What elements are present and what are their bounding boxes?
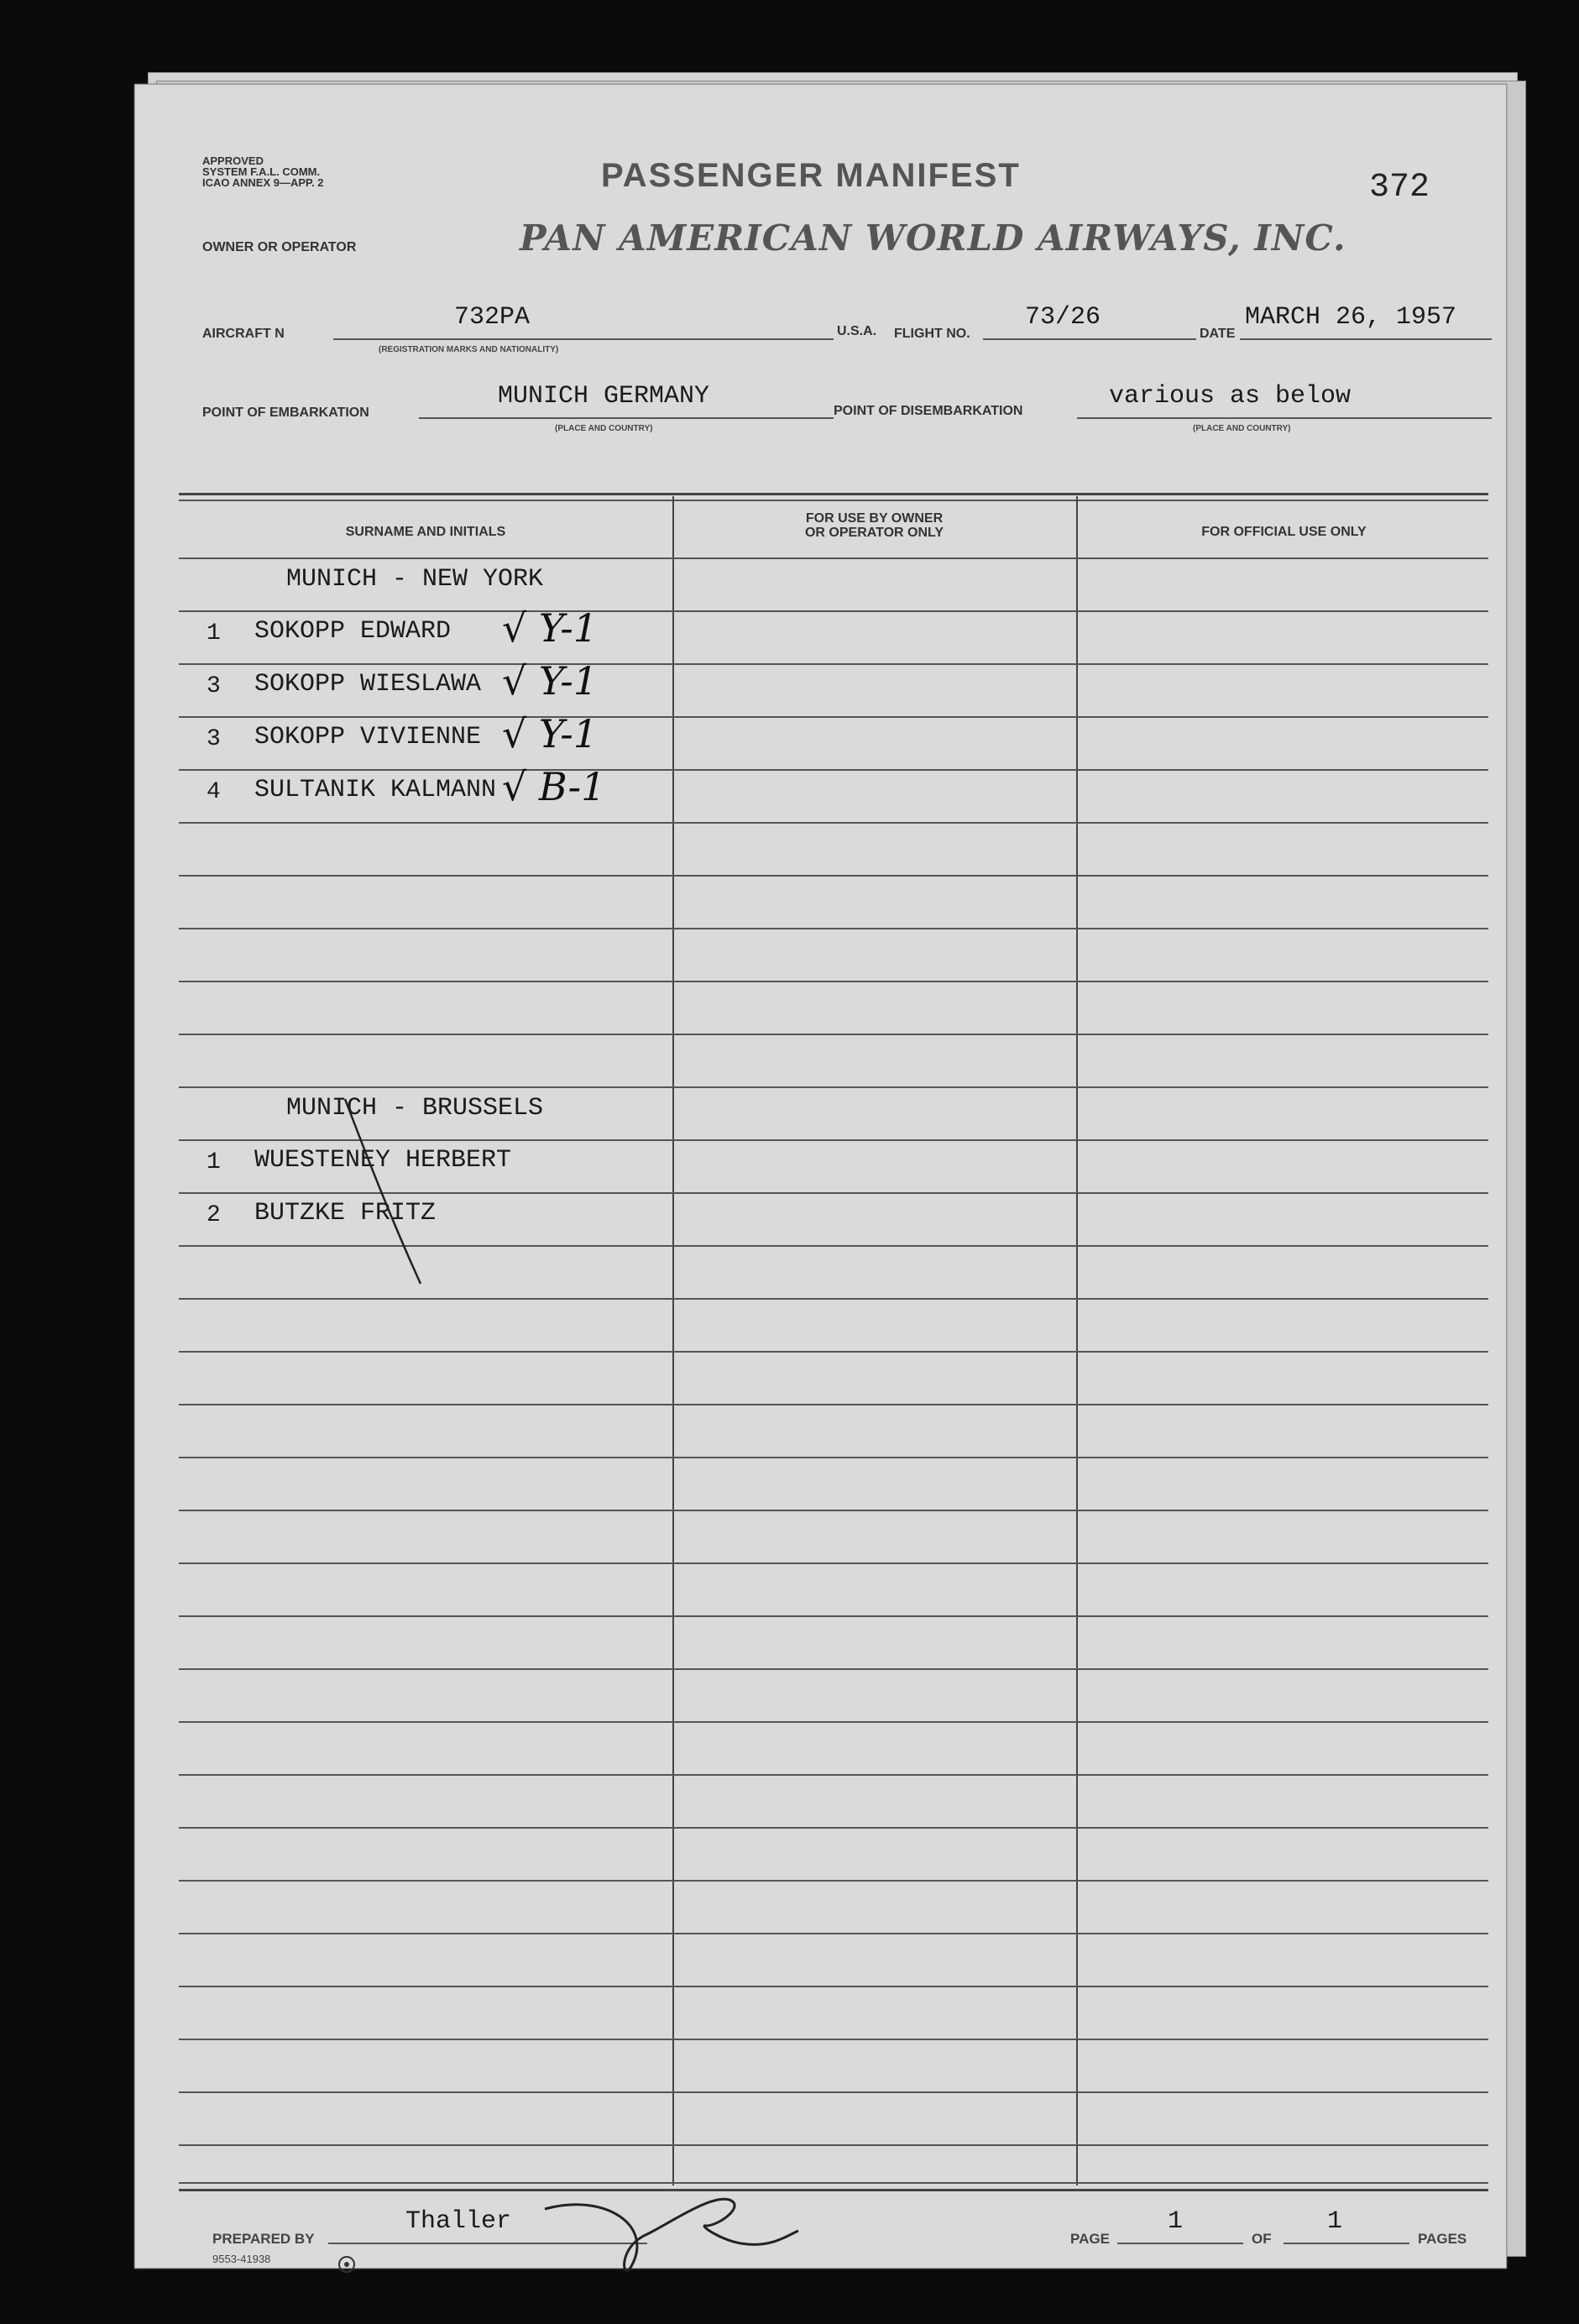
usa-label: U.S.A.	[837, 324, 877, 338]
row-rule	[179, 2144, 1488, 2146]
passenger-number: 3	[207, 726, 221, 752]
passenger-name: SOKOPP WIESLAWA	[254, 670, 482, 699]
disembarkation-value: various as below	[1109, 382, 1352, 411]
embarkation-caption: (PLACE AND COUNTRY)	[555, 424, 653, 433]
official-column-header: FOR OFFICIAL USE ONLY	[1201, 525, 1367, 539]
row-rule	[179, 875, 1488, 877]
pen-stroke-annotation	[337, 1092, 437, 1294]
operator-name: PAN AMERICAN WORLD AIRWAYS, INC.	[520, 217, 1346, 259]
signature-drawing	[530, 2167, 807, 2276]
row-rule	[179, 1404, 1488, 1405]
row-rule	[179, 1668, 1488, 1670]
disembarkation-label: POINT OF DISEMBARKATION	[834, 404, 1023, 418]
row-rule	[179, 1457, 1488, 1458]
row-rule	[179, 769, 1488, 771]
of-line	[1284, 2243, 1409, 2244]
page-label: PAGE	[1070, 2231, 1110, 2247]
row-rule	[179, 1827, 1488, 1829]
aircraft-line	[333, 338, 834, 340]
checkmark-annotation: √ Y-1	[502, 605, 599, 651]
surname-column-header: SURNAME AND INITIALS	[345, 525, 506, 539]
checkmark-annotation: √ B-1	[502, 764, 606, 809]
date-value: MARCH 26, 1957	[1245, 303, 1457, 332]
table-top-rule	[179, 500, 1488, 501]
passenger-number: 2	[207, 1202, 221, 1228]
row-rule	[179, 1933, 1488, 1934]
of-label: OF	[1252, 2231, 1272, 2247]
row-rule	[179, 1298, 1488, 1300]
row-rule	[179, 1986, 1488, 1987]
row-rule	[179, 1615, 1488, 1617]
row-rule	[179, 1086, 1488, 1088]
disembarkation-caption: (PLACE AND COUNTRY)	[1193, 424, 1291, 433]
row-rule	[179, 2091, 1488, 2093]
route-heading: MUNICH - BRUSSELS	[286, 1094, 544, 1123]
table-bottom-rule	[179, 2189, 1488, 2191]
passenger-name: WUESTENEY HERBERT	[254, 1146, 512, 1175]
route-heading: MUNICH - NEW YORK	[286, 565, 544, 594]
checkmark-annotation: √ Y-1	[502, 658, 599, 704]
owner-header-line: OR OPERATOR ONLY	[804, 526, 944, 540]
embarkation-line	[419, 417, 834, 419]
row-rule	[179, 1721, 1488, 1723]
passenger-number: 3	[207, 673, 221, 699]
flight-line	[983, 338, 1196, 340]
passenger-number: 1	[207, 1149, 221, 1175]
registration-caption: (REGISTRATION MARKS AND NATIONALITY)	[379, 345, 559, 354]
form-code: 9553-41938	[212, 2253, 271, 2265]
disembarkation-line	[1077, 417, 1492, 419]
row-rule	[179, 1351, 1488, 1353]
owner-column-header	[672, 511, 1076, 540]
passenger-number: 4	[207, 779, 221, 805]
of-value: 1	[1327, 2207, 1343, 2236]
passenger-number: 1	[207, 620, 221, 646]
date-label: DATE	[1200, 327, 1236, 341]
row-rule	[179, 2039, 1488, 2040]
passenger-name: BUTZKE FRITZ	[254, 1199, 437, 1227]
row-rule	[179, 822, 1488, 824]
checkmark-annotation: √ Y-1	[502, 711, 599, 756]
page-line	[1117, 2243, 1243, 2244]
date-line	[1240, 338, 1492, 340]
row-rule	[179, 1562, 1488, 1564]
manifest-page	[134, 84, 1507, 2269]
pages-label: PAGES	[1418, 2231, 1467, 2247]
passenger-name: SULTANIK KALMANN	[254, 776, 497, 804]
embarkation-value: MUNICH GERMANY	[498, 382, 710, 411]
owner-label: OWNER OR OPERATOR	[202, 240, 357, 254]
row-rule	[179, 557, 1488, 559]
row-rule	[179, 663, 1488, 665]
row-rule	[179, 981, 1488, 982]
approval-block	[202, 155, 324, 188]
union-label-icon	[337, 2254, 357, 2274]
approved-line: ICAO ANNEX 9—APP. 2	[202, 176, 324, 189]
row-rule	[179, 928, 1488, 929]
table-top-rule	[179, 493, 1488, 495]
page-number: 372	[1369, 169, 1430, 207]
table-bottom-rule	[179, 2182, 1488, 2184]
flight-value: 73/26	[1025, 303, 1101, 332]
passenger-name: SOKOPP VIVIENNE	[254, 723, 482, 751]
passenger-name: SOKOPP EDWARD	[254, 617, 452, 646]
row-rule	[179, 716, 1488, 718]
row-rule	[179, 610, 1488, 612]
row-rule	[179, 1510, 1488, 1511]
form-title: PASSENGER MANIFEST	[601, 157, 1021, 194]
row-rule	[179, 1034, 1488, 1035]
approved-line: SYSTEM F.A.L. COMM.	[202, 165, 321, 178]
prepared-by-value: Thaller	[405, 2207, 512, 2236]
approved-line: APPROVED	[202, 154, 264, 167]
row-rule	[179, 1880, 1488, 1882]
flight-label: FLIGHT NO.	[894, 327, 970, 341]
prepared-by-label: PREPARED BY	[212, 2231, 315, 2247]
owner-header-line: FOR USE BY OWNER	[805, 511, 944, 526]
row-rule	[179, 1774, 1488, 1776]
embarkation-label: POINT OF EMBARKATION	[202, 406, 369, 420]
page-value: 1	[1168, 2207, 1184, 2236]
aircraft-value: 732PA	[454, 303, 531, 332]
aircraft-label: AIRCRAFT N	[202, 327, 285, 341]
